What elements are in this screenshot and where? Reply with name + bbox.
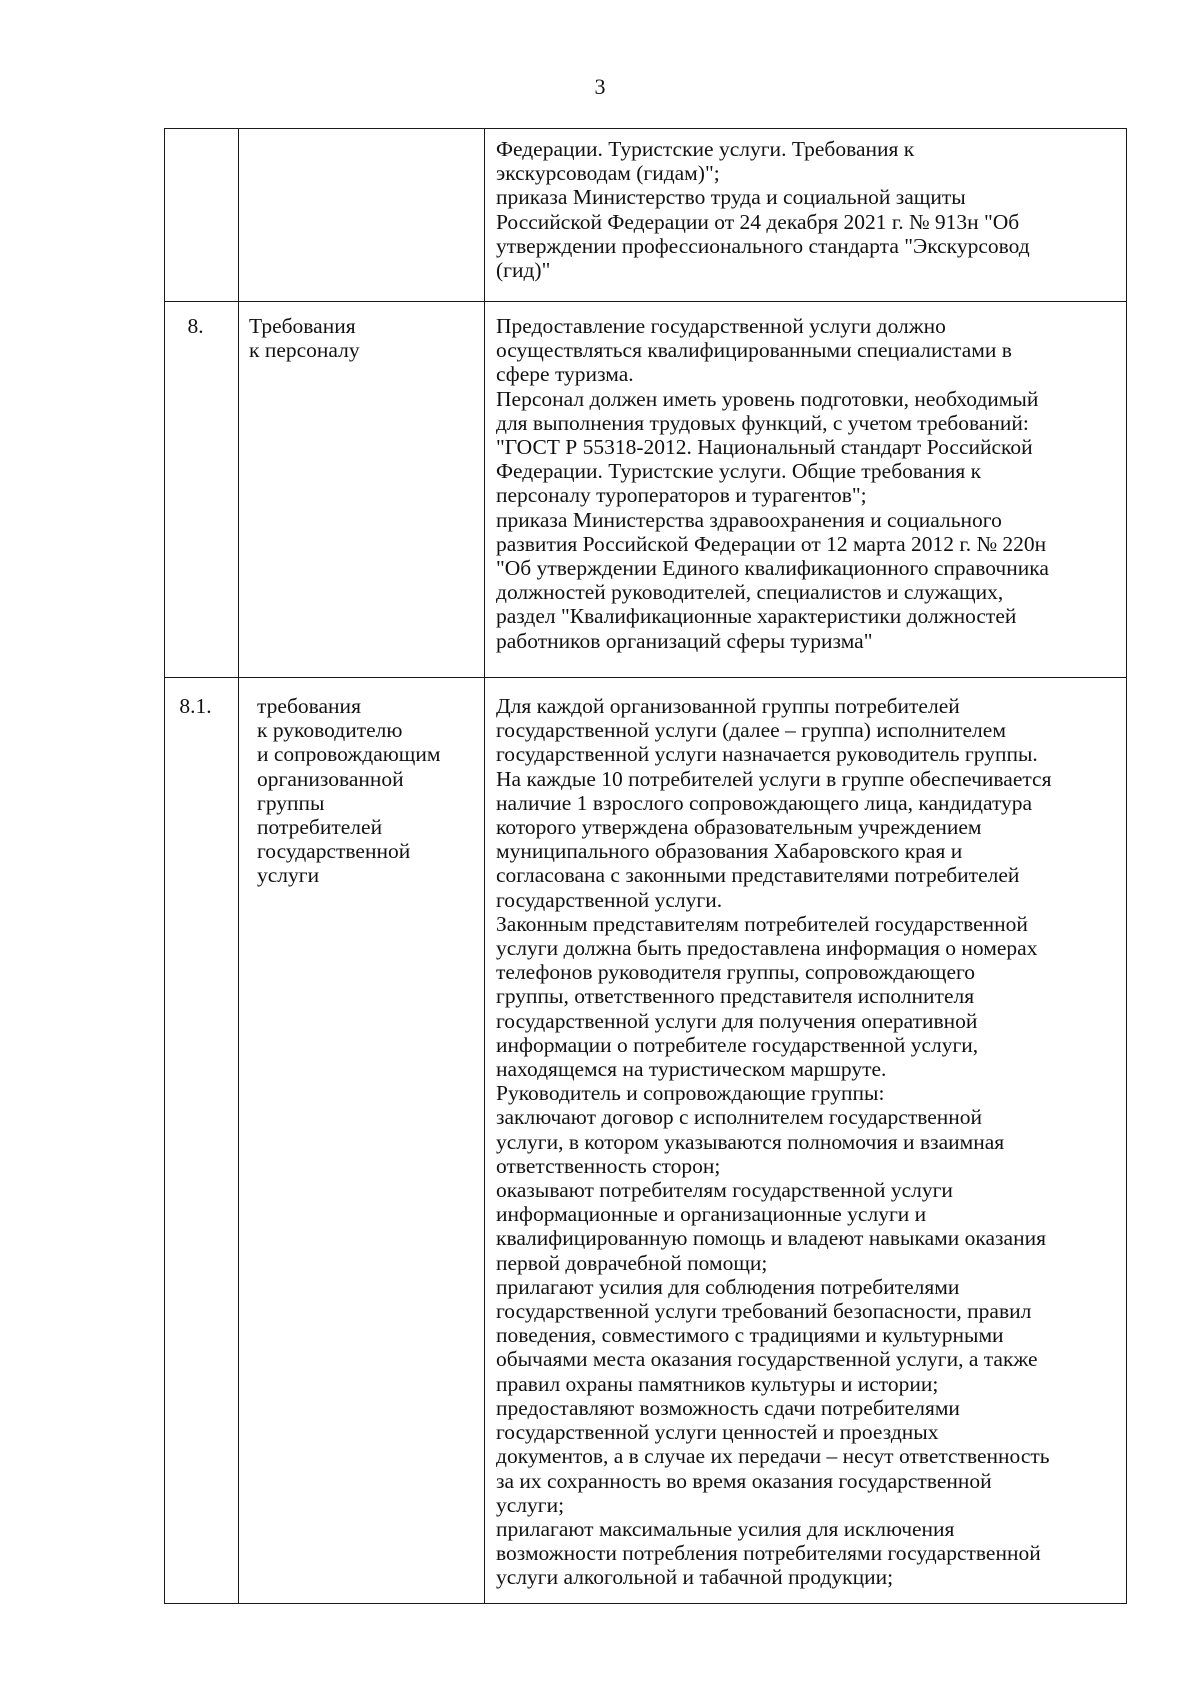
row-name-cell — [239, 302, 485, 678]
text-line: развития Российской Федерации от 12 марта 2012 г. № 220н — [496, 531, 1047, 556]
text-line: услуги, в котором указываются полномочия и взаимная — [496, 1129, 1005, 1154]
row-text-cell — [485, 129, 1127, 302]
text-line: для выполнения трудовых функций, с учетом требований: — [496, 410, 1029, 435]
text-line: которого утверждена образовательным учреждением — [496, 815, 982, 840]
text-line: оказывают потребителям государственной услуги — [496, 1178, 953, 1203]
text-line: Российской Федерации от 24 декабря 2021 г. № 913н "Об — [496, 209, 1020, 234]
text-line: государственной услуги. — [496, 887, 723, 912]
text-line: приказа Министерства здравоохранения и социального — [496, 507, 1002, 532]
text-line: персоналу туроператоров и турагентов"; — [496, 483, 867, 508]
text-line: наличие 1 взрослого сопровождающего лица, кандидатура — [496, 790, 1033, 815]
text-line: Федерации. Туристские услуги. Общие требования к — [496, 459, 982, 484]
text-line: согласована с законными представителями потребителей — [496, 863, 1020, 888]
text-line: На каждые 10 потребителей услуги в группе обеспечивается — [496, 766, 1052, 791]
row-number-cell — [165, 129, 239, 302]
text-line: муниципального образования Хабаровского края и — [496, 839, 963, 864]
row-number-cell: 8. — [165, 302, 239, 678]
name-line: государственной — [257, 839, 411, 864]
text-line: группы, ответственного представителя исполнителя — [496, 984, 975, 1009]
text-line: услуги должна быть предоставлена информация о номерах — [496, 936, 1038, 961]
table-row-8 — [165, 302, 1127, 678]
text-line: поведения, совместимого с традициями и культурными — [496, 1323, 1004, 1348]
text-line: информационные и организационные услуги и — [496, 1202, 927, 1227]
text-line: правил охраны памятников культуры и истории; — [496, 1371, 939, 1396]
text-line: Персонал должен иметь уровень подготовки, необходимый — [496, 386, 1039, 411]
text-line: государственной услуги (далее – группа) исполнителем — [496, 718, 1006, 743]
text-line: прилагают усилия для соблюдения потребителями — [496, 1274, 960, 1299]
name-line: к руководителю — [257, 718, 403, 743]
text-line: должностей руководителей, специалистов и служащих, — [496, 580, 1004, 605]
page-number: 3 — [594, 74, 606, 99]
text-line: ответственность сторон; — [496, 1153, 721, 1178]
text-line: первой доврачебной помощи; — [496, 1250, 768, 1275]
row-name-cell — [239, 129, 485, 302]
text-line: телефонов руководителя группы, сопровождающего — [496, 960, 976, 985]
text-line: Федерации. Туристские услуги. Требования к — [496, 137, 915, 161]
text-line: (гид)" — [496, 258, 551, 283]
text-line: обычаями места оказания государственной услуги, а также — [496, 1347, 1038, 1372]
name-line: услуги — [257, 863, 320, 888]
text-line: раздел "Квалификационные характеристики должностей — [496, 604, 1017, 629]
text-line: за их сохранность во время оказания государственной — [496, 1468, 992, 1493]
text-line: прилагают максимальные усилия для исключения — [496, 1516, 955, 1541]
text-line: информации о потребителе государственной услуги, — [496, 1032, 979, 1057]
name-line: к персоналу — [249, 338, 360, 363]
text-line: государственной услуги назначается руководитель группы. — [496, 742, 1038, 767]
text-line: государственной услуги требований безопасности, правил — [496, 1299, 1032, 1324]
text-line: квалифицированную помощь и владеют навыками оказания — [496, 1226, 1046, 1251]
row-number-cell: 8.1. — [165, 678, 239, 1604]
requirements-table — [164, 128, 1127, 1604]
name-line: организованной — [257, 766, 404, 791]
text-line: государственной услуги для получения оперативной — [496, 1008, 978, 1033]
row-name-cell — [239, 678, 485, 1604]
text-line: Предоставление государственной услуги должно — [496, 314, 946, 338]
text-line: осуществляться квалифицированными специалистами в — [496, 338, 1012, 363]
text-line: Законным представителям потребителей государственной — [496, 911, 1028, 936]
text-line: "Об утверждении Единого квалификационного справочника — [496, 556, 1049, 581]
text-line: документов, а в случае их передачи – несут ответственность — [496, 1444, 1050, 1469]
text-line: услуги; — [496, 1492, 565, 1517]
text-line: работников организаций сферы туризма" — [496, 628, 873, 653]
text-line: "ГОСТ Р 55318-2012. Национальный стандарт Российской — [496, 435, 1033, 460]
table-row-8-1 — [165, 678, 1127, 1604]
text-line: Для каждой организованной группы потребителей — [496, 694, 960, 718]
name-line: группы — [257, 790, 325, 815]
text-line: находящемся на туристическом маршруте. — [496, 1057, 887, 1082]
row-text-cell — [485, 302, 1127, 678]
name-line: требования — [257, 694, 361, 718]
text-line: экскурсоводам (гидам)"; — [496, 161, 720, 186]
text-line: приказа Министерство труда и социальной защиты — [496, 185, 966, 210]
name-line: Требования — [249, 314, 356, 338]
text-line: утверждении профессионального стандарта "Экскурсовод — [496, 233, 1030, 258]
text-line: услуги алкогольной и табачной продукции; — [496, 1565, 894, 1590]
name-line: потребителей — [257, 815, 383, 840]
text-line: Руководитель и сопровождающие группы: — [496, 1081, 885, 1106]
text-line: государственной услуги ценностей и проездных — [496, 1420, 939, 1445]
text-line: предоставляют возможность сдачи потребителями — [496, 1395, 960, 1420]
text-line: заключают договор с исполнителем государственной — [496, 1105, 983, 1130]
row-text-cell — [485, 678, 1127, 1604]
name-line: и сопровождающим — [257, 742, 441, 767]
text-line: сфере туризма. — [496, 362, 634, 387]
table-row-continuation — [165, 129, 1127, 302]
text-line: возможности потребления потребителями государственной — [496, 1541, 1041, 1566]
